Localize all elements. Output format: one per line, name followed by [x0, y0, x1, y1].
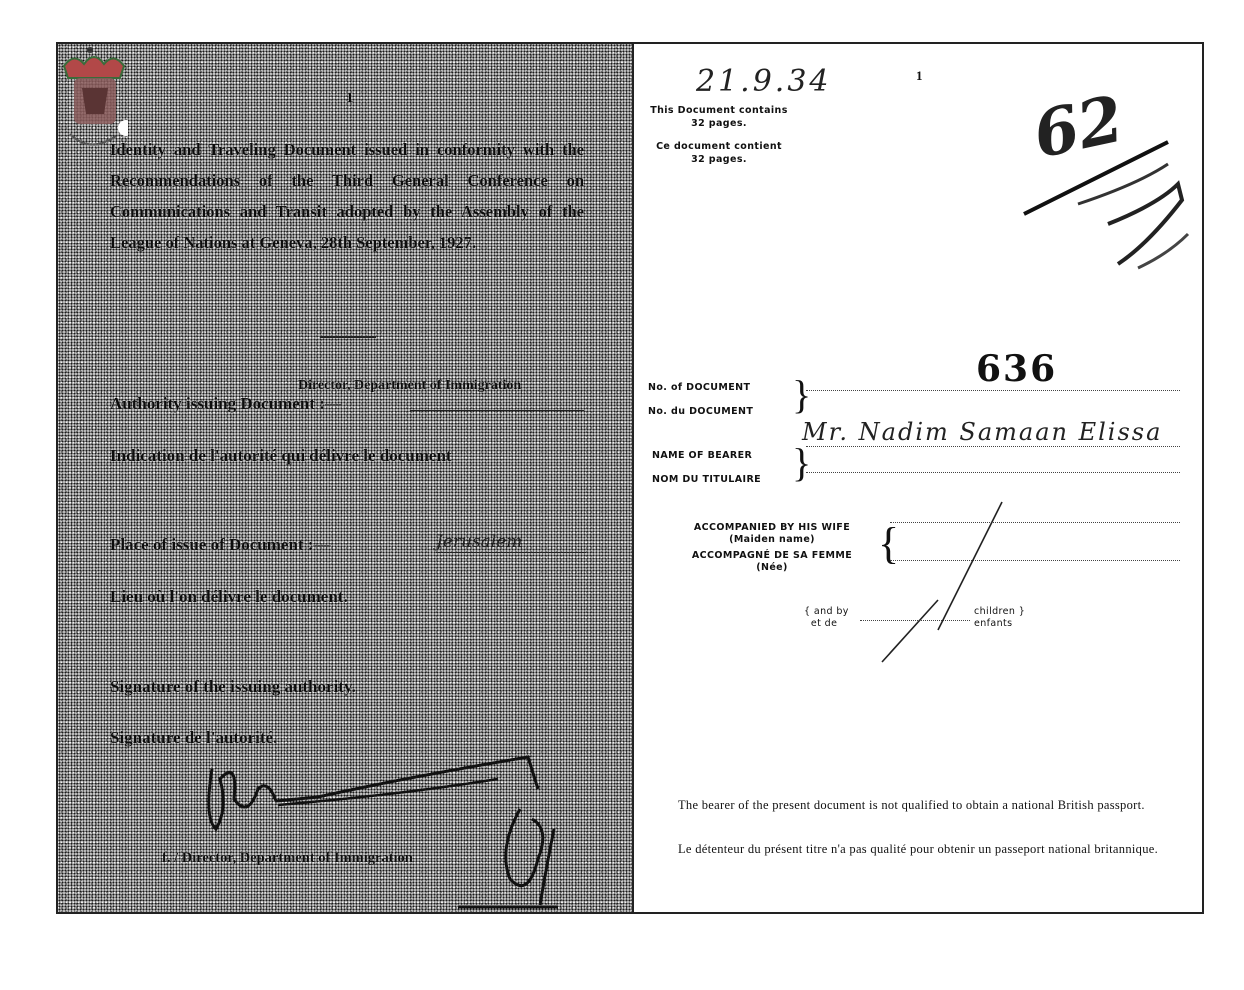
page-number-right: 1	[916, 68, 923, 83]
document-no-label-fr: No. du DOCUMENT	[648, 406, 754, 417]
authority-stamp: Director, Department of Immigration	[298, 378, 522, 393]
document-no-labels	[648, 376, 753, 424]
document-no-line	[806, 390, 1180, 391]
bearer-labels	[652, 444, 761, 492]
signature-label-fr: Signature de l'autorité.	[110, 728, 278, 747]
travel-document	[56, 42, 1204, 914]
right-page: 21.9.34 This Document contains 32 pages. Ce document contient 32 pages. 1 62 No. of DOCUMENT No. du DOCUMENT } 636 NAME OF BEARER NOM DU TITULAIRE } Mr. Nadim Samaan Elissa ACCOMPANIED BY HIS WIFE (Maiden name) ACCOMPAGNÉ DE SA FEMME (Née) { { and by et de children } enfants The bearer of the present document is not qualified to obtain a national British passport. Le détenteur du présent titre n'a pas qualité pour obtenir un passeport national britannique.	[634, 44, 1202, 912]
signature-title: f. / Director, Department of Immigration	[162, 850, 413, 866]
document-number: 636	[976, 348, 1058, 390]
divider	[320, 336, 376, 338]
bearer-label-fr: NOM DU TITULAIRE	[652, 474, 762, 485]
signature-label-en: Signature of the issuing authority.	[110, 677, 356, 696]
handwritten-date: 21.9.34	[696, 64, 832, 99]
notice-fr: Le détenteur du présent titre n'a pas qualité pour obtenir un passeport national britannique.	[678, 842, 1159, 856]
intro-paragraph: Identity and Traveling Document issued in conformity with the Recommendations of the Third General Conference on Communications and Transit adopted by the Assembly of the League of Nations at Geneva, 28th September, 1927.	[110, 140, 584, 252]
place-label-fr: Lieu où l'on délivre le document.	[110, 587, 348, 606]
page-number-left: 1	[346, 90, 354, 106]
handwritten-signature	[198, 749, 578, 909]
bearer-name: Mr. Nadim Samaan Elissa	[802, 418, 1163, 446]
authority-label-fr: Indication de l'autorité qui délivre le document	[110, 446, 452, 465]
left-page	[58, 44, 634, 912]
authority-label-en: Authority issuing Document :—	[110, 394, 342, 413]
children-right-labels: children } enfants	[974, 606, 1026, 629]
place-label-en: Place of issue of Document :—	[110, 535, 331, 554]
children-left-labels: { and by et de	[804, 606, 849, 629]
wife-labels: ACCOMPANIED BY HIS WIFE (Maiden name) ACCOMPAGNÉ DE SA FEMME (Née)	[691, 522, 853, 573]
pages-note: This Document contains 32 pages. Ce document contient 32 pages.	[650, 105, 788, 165]
document-no-label-en: No. of DOCUMENT	[648, 382, 751, 393]
place-value: Jerusalem	[436, 532, 586, 553]
authority-line	[410, 410, 584, 411]
strike-through-lines	[874, 500, 1014, 666]
bearer-label-en: NAME OF BEARER	[652, 450, 753, 461]
handwritten-scribble	[1018, 104, 1198, 284]
notice-en: The bearer of the present document is not qualified to obtain a national British passport.	[678, 798, 1145, 812]
handwritten-number: 62	[1027, 81, 1130, 174]
